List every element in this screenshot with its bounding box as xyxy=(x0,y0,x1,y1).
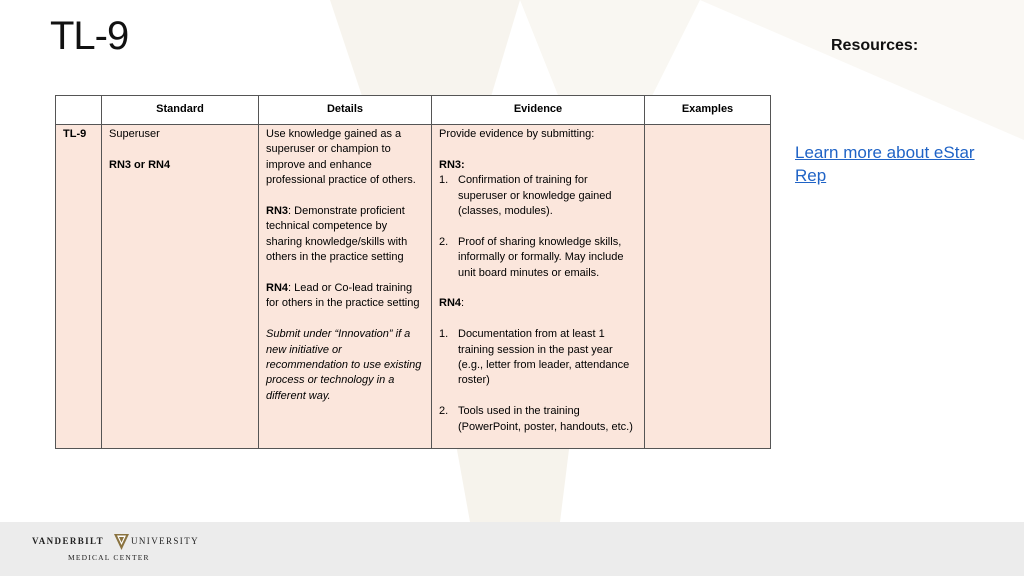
vanderbilt-logo xyxy=(32,534,199,564)
evidence-rn3-label: RN3: xyxy=(439,158,465,171)
row-id: TL-9 xyxy=(56,125,102,449)
header-standard: Standard xyxy=(102,96,259,125)
list-item: 1. Confirmation of training for superuser or knowledge gained (classes, modules). xyxy=(439,174,612,218)
logo-subtitle: MEDICAL CENTER xyxy=(68,553,150,562)
logo-left-text: VANDERBILT xyxy=(32,536,105,546)
slide-title: TL-9 xyxy=(50,14,129,58)
evidence-rn4-label: RN4 xyxy=(439,297,462,310)
details-rn4-label: RN4 xyxy=(266,282,289,295)
header-id xyxy=(56,96,102,125)
examples-cell xyxy=(645,125,771,449)
standard-level: RN3 or RN4 xyxy=(109,158,171,171)
table-row xyxy=(56,125,771,449)
details-cell xyxy=(259,125,432,449)
details-rn3-label: RN3 xyxy=(266,205,289,218)
list-item: 2. Tools used in the training (PowerPoint, poster, handouts, etc.) xyxy=(439,405,633,433)
oak-leaf-v-icon xyxy=(114,534,129,550)
table-header-row xyxy=(56,96,771,125)
details-rn4-text: : Lead or Co-lead training for others in the practice setting xyxy=(266,282,420,310)
details-note: Submit under “Innovation” if a new initiative or recommendation to use existing process or technology in a different way. xyxy=(266,328,422,402)
details-rn4 xyxy=(266,281,424,312)
standard-cell xyxy=(102,125,259,449)
header-details: Details xyxy=(259,96,432,125)
details-rn3 xyxy=(266,204,424,266)
list-item: 1. Documentation from at least 1 training session in the past year (e.g., letter from leader, attendance roster) xyxy=(439,328,630,387)
header-examples: Examples xyxy=(645,96,771,125)
estar-rep-link[interactable]: Learn more about eStar Rep xyxy=(795,143,975,185)
evidence-rn4-list xyxy=(439,327,637,435)
list-item: 2. Proof of sharing knowledge skills, informally or formally. May include unit board minutes or emails. xyxy=(439,235,624,279)
evidence-cell xyxy=(432,125,645,449)
evidence-intro: Provide evidence by submitting: xyxy=(439,128,595,140)
resources-label: Resources: xyxy=(831,37,919,54)
details-intro: Use knowledge gained as a superuser or champion to improve and enhance professional practice of others. xyxy=(266,128,416,187)
logo-right-text: UNIVERSITY xyxy=(131,536,199,546)
evidence-rn4-heading: RN4: xyxy=(439,297,465,310)
details-rn3-text: : Demonstrate proficient technical competence by sharing knowledge/skills with others in the practice setting xyxy=(266,205,408,264)
evidence-rn3-list xyxy=(439,173,637,281)
header-evidence: Evidence xyxy=(432,96,645,125)
standard-name: Superuser xyxy=(109,128,160,140)
standards-table xyxy=(55,95,771,449)
